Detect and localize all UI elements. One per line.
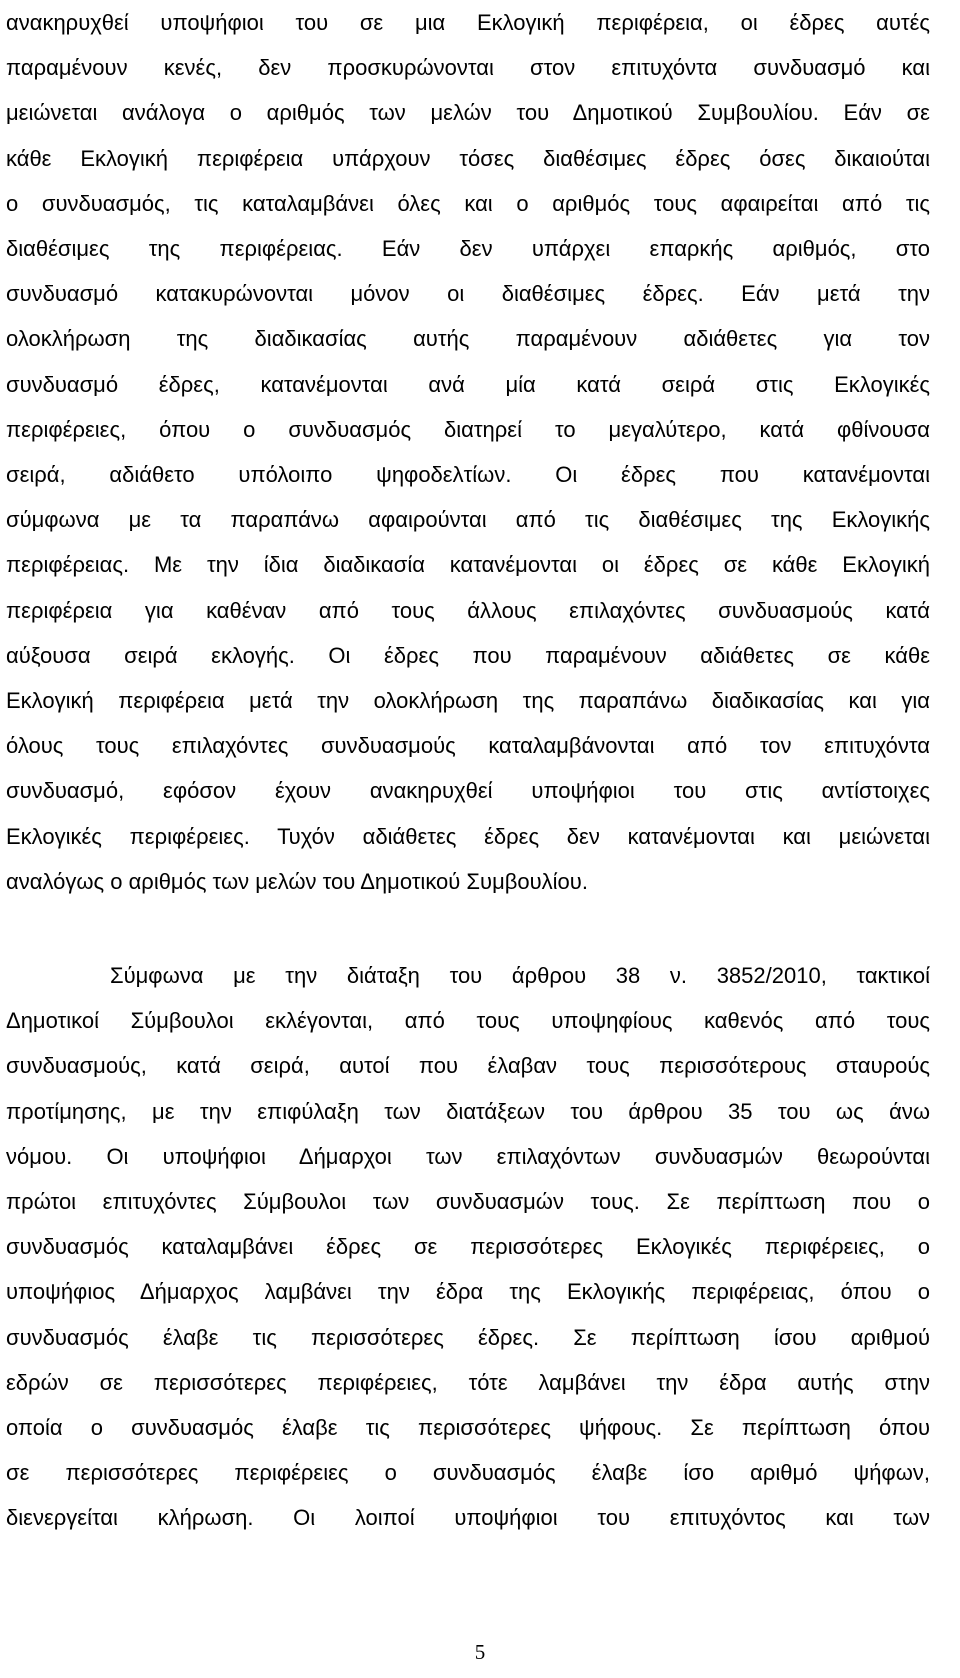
text-line: περιφέρειας. Με την ίδια διαδικασία κατανέμονται οι έδρες σε κάθε Εκλογική bbox=[6, 552, 930, 578]
paragraph-1 bbox=[6, 0, 930, 904]
text-line: Εκλογική περιφέρεια μετά την ολοκλήρωση της παραπάνω διαδικασίας και για bbox=[6, 688, 930, 714]
text-line: ολοκλήρωση της διαδικασίας αυτής παραμένουν αδιάθετες για τον bbox=[6, 326, 930, 352]
text-line: περιφέρειες, όπου ο συνδυασμός διατηρεί το μεγαλύτερο, κατά φθίνουσα bbox=[6, 416, 930, 442]
text-line: σε περισσότερες περιφέρειες ο συνδυασμός έλαβε ίσο αριθμό ψήφων, bbox=[6, 1460, 930, 1486]
text-line: συνδυασμό κατακυρώνονται μόνον οι διαθέσιμες έδρες. Εάν μετά την bbox=[6, 281, 930, 307]
text-line: Σύμφωνα με την διάταξη του άρθρου 38 ν. 3852/2010, τακτικοί bbox=[110, 963, 930, 988]
text-line: αναλόγως ο αριθμός των μελών του Δημοτικού Συμβουλίου. bbox=[6, 868, 588, 894]
text-line: πρώτοι επιτυχόντες Σύμβουλοι των συνδυασμών τους. Σε περίπτωση που ο bbox=[6, 1189, 930, 1215]
text-line: περιφέρεια για καθέναν από τους άλλους επιλαχόντες συνδυασμούς κατά bbox=[6, 597, 930, 623]
text-line: συνδυασμούς, κατά σειρά, αυτοί που έλαβαν τους περισσότερους σταυρούς bbox=[6, 1053, 930, 1079]
text-line: μειώνεται ανάλογα ο αριθμός των μελών του Δημοτικού Συμβουλίου. Εάν σε bbox=[6, 100, 930, 126]
text-line: σύμφωνα με τα παραπάνω αφαιρούνται από τις διαθέσιμες της Εκλογικής bbox=[6, 507, 930, 533]
text-line: Δημοτικοί Σύμβουλοι εκλέγονται, από τους υποψηφίους καθενός από τους bbox=[6, 1008, 930, 1034]
text-line: διαθέσιμες της περιφέρειας. Εάν δεν υπάρχει επαρκής αριθμός, στο bbox=[6, 236, 930, 262]
text-line: υποψήφιος Δήμαρχος λαμβάνει την έδρα της Εκλογικής περιφέρειας, όπου ο bbox=[6, 1279, 930, 1305]
paragraph-2 bbox=[6, 953, 930, 1541]
text-line: όλους τους επιλαχόντες συνδυασμούς καταλαμβάνονται από τον επιτυχόντα bbox=[6, 733, 930, 759]
text-line: διενεργείται κλήρωση. Οι λοιποί υποψήφιοι του επιτυχόντος και των bbox=[6, 1505, 930, 1531]
text-line: παραμένουν κενές, δεν προσκυρώνονται στον επιτυχόντα συνδυασμό και bbox=[6, 55, 930, 81]
text-line: ανακηρυχθεί υποψήφιοι του σε μια Εκλογική περιφέρεια, οι έδρες αυτές bbox=[6, 10, 930, 35]
text-line: Εκλογικές περιφέρειες. Τυχόν αδιάθετες έδρες δεν κατανέμονται και μειώνεται bbox=[6, 823, 930, 849]
text-line: οποία ο συνδυασμός έλαβε τις περισσότερες ψήφους. Σε περίπτωση όπου bbox=[6, 1415, 930, 1441]
text-line: κάθε Εκλογική περιφέρεια υπάρχουν τόσες διαθέσιμες έδρες όσες δικαιούται bbox=[6, 145, 930, 171]
text-line: νόμου. Οι υποψήφιοι Δήμαρχοι των επιλαχόντων συνδυασμών θεωρούνται bbox=[6, 1143, 930, 1169]
text-line: συνδυασμός καταλαμβάνει έδρες σε περισσότερες Εκλογικές περιφέρειες, ο bbox=[6, 1234, 930, 1260]
text-line: συνδυασμό, εφόσον έχουν ανακηρυχθεί υποψήφιοι του στις αντίστοιχες bbox=[6, 778, 930, 804]
text-line: αύξουσα σειρά εκλογής. Οι έδρες που παραμένουν αδιάθετες σε κάθε bbox=[6, 642, 930, 668]
page-number: 5 bbox=[474, 1640, 486, 1664]
text-line: προτίμησης, με την επιφύλαξη των διατάξεων του άρθρου 35 του ως άνω bbox=[6, 1098, 930, 1124]
text-line: συνδυασμό έδρες, κατανέμονται ανά μία κατά σειρά στις Εκλογικές bbox=[6, 371, 930, 397]
text-line: συνδυασμός έλαβε τις περισσότερες έδρες. Σε περίπτωση ίσου αριθμού bbox=[6, 1324, 930, 1350]
text-line: εδρών σε περισσότερες περιφέρειες, τότε λαμβάνει την έδρα αυτής στην bbox=[6, 1369, 930, 1395]
text-line: ο συνδυασμός, τις καταλαμβάνει όλες και ο αριθμός τους αφαιρείται από τις bbox=[6, 190, 930, 216]
text-line: σειρά, αδιάθετο υπόλοιπο ψηφοδελτίων. Οι έδρες που κατανέμονται bbox=[6, 462, 930, 488]
